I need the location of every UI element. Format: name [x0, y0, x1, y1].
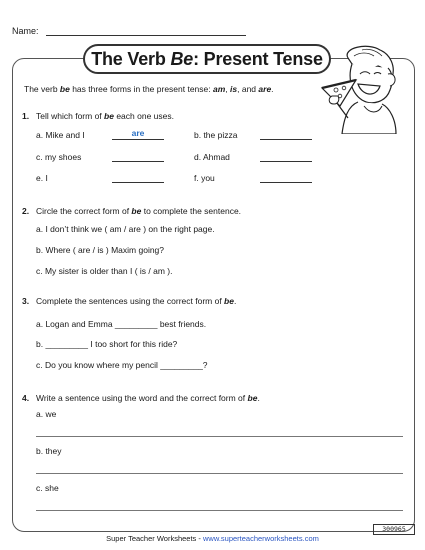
section4-number: 4. — [22, 393, 30, 403]
title-prefix: The Verb — [91, 49, 171, 69]
sentence-item: b. _________ I too short for this ride? — [36, 339, 178, 349]
intro-text — [24, 84, 274, 94]
answer-line[interactable] — [260, 161, 312, 162]
sentence-item: a. I don’t think we ( am / are ) on the right page. — [36, 224, 215, 234]
section2-instruction — [36, 206, 241, 216]
answer-line[interactable] — [112, 161, 164, 162]
item-label: b. the pizza — [194, 130, 238, 140]
section1-instruction — [36, 111, 174, 121]
section3-instruction-verb: be — [224, 296, 234, 306]
section3-instruction-post: . — [233, 296, 237, 306]
prompt-word: b. they — [36, 446, 62, 456]
section4-instruction-pre: Write a sentence using the word and the correct form of — [36, 393, 248, 403]
section4-instruction-post: . — [257, 393, 260, 403]
name-label: Name: — [12, 26, 39, 36]
item-label: c. my shoes — [36, 152, 82, 162]
section1-number: 1. — [22, 111, 30, 121]
writing-line[interactable] — [36, 436, 403, 437]
intro-form-are: are — [258, 84, 272, 94]
item-label: f. you — [194, 173, 215, 183]
intro-form-is: is — [230, 84, 238, 94]
answer-line[interactable] — [112, 182, 164, 183]
worksheet-code: 300965 — [373, 524, 415, 535]
title-suffix: : Present Tense — [193, 49, 323, 69]
intro-pre: The verb — [24, 84, 60, 94]
answer-value: are — [131, 128, 145, 138]
section3-instruction — [36, 296, 236, 306]
section1-instruction-pre: Tell which form of — [36, 111, 105, 121]
section2-instruction-post: to complete the sentence. — [141, 206, 242, 216]
item-label: e. I — [36, 173, 48, 183]
page-title — [83, 44, 331, 74]
answer-line[interactable] — [260, 182, 312, 183]
sentence-item: a. Logan and Emma _________ best friends. — [36, 319, 207, 329]
name-field-line[interactable] — [46, 35, 246, 36]
item-label: d. Ahmad — [194, 152, 230, 162]
answer-line[interactable] — [260, 139, 312, 140]
section3-number: 3. — [22, 296, 30, 306]
intro-end: . — [271, 84, 274, 94]
footer-site: Super Teacher Worksheets — [106, 534, 197, 543]
answer-line[interactable] — [112, 139, 164, 140]
section2-instruction-verb: be — [131, 206, 142, 216]
section2-number: 2. — [22, 206, 30, 216]
section3-instruction-pre: Complete the sentences using the correct form of — [36, 296, 225, 306]
intro-form-am: am — [213, 84, 226, 94]
sentence-item: b. Where ( are / is ) Maxim going? — [36, 245, 165, 255]
section4-instruction — [36, 393, 260, 403]
intro-sep1: , — [225, 84, 231, 94]
sentence-item: c. My sister is older than I ( is / am ). — [36, 266, 173, 276]
boy-eating-pizza-icon — [318, 44, 410, 134]
intro-sep2: , and — [237, 84, 259, 94]
title-emphasis: Be — [170, 49, 194, 69]
intro-mid: has three forms in the present tense: — [69, 84, 213, 94]
section1-instruction-post: each one uses. — [113, 111, 174, 121]
section2-instruction-pre: Circle the correct form of — [36, 206, 132, 216]
footer-url-link[interactable]: www.superteacherworksheets.com — [202, 534, 319, 543]
sentence-item: c. Do you know where my pencil _________? — [36, 360, 208, 370]
prompt-word: a. we — [36, 409, 57, 419]
writing-line[interactable] — [36, 510, 403, 511]
prompt-word: c. she — [36, 483, 59, 493]
item-label: a. Mike and I — [36, 130, 85, 140]
intro-verb: be — [59, 84, 70, 94]
section4-instruction-verb: be — [247, 393, 258, 403]
footer-credit — [0, 534, 425, 543]
section1-instruction-verb: be — [104, 111, 114, 121]
footer-dash: - — [196, 534, 203, 543]
writing-line[interactable] — [36, 473, 403, 474]
